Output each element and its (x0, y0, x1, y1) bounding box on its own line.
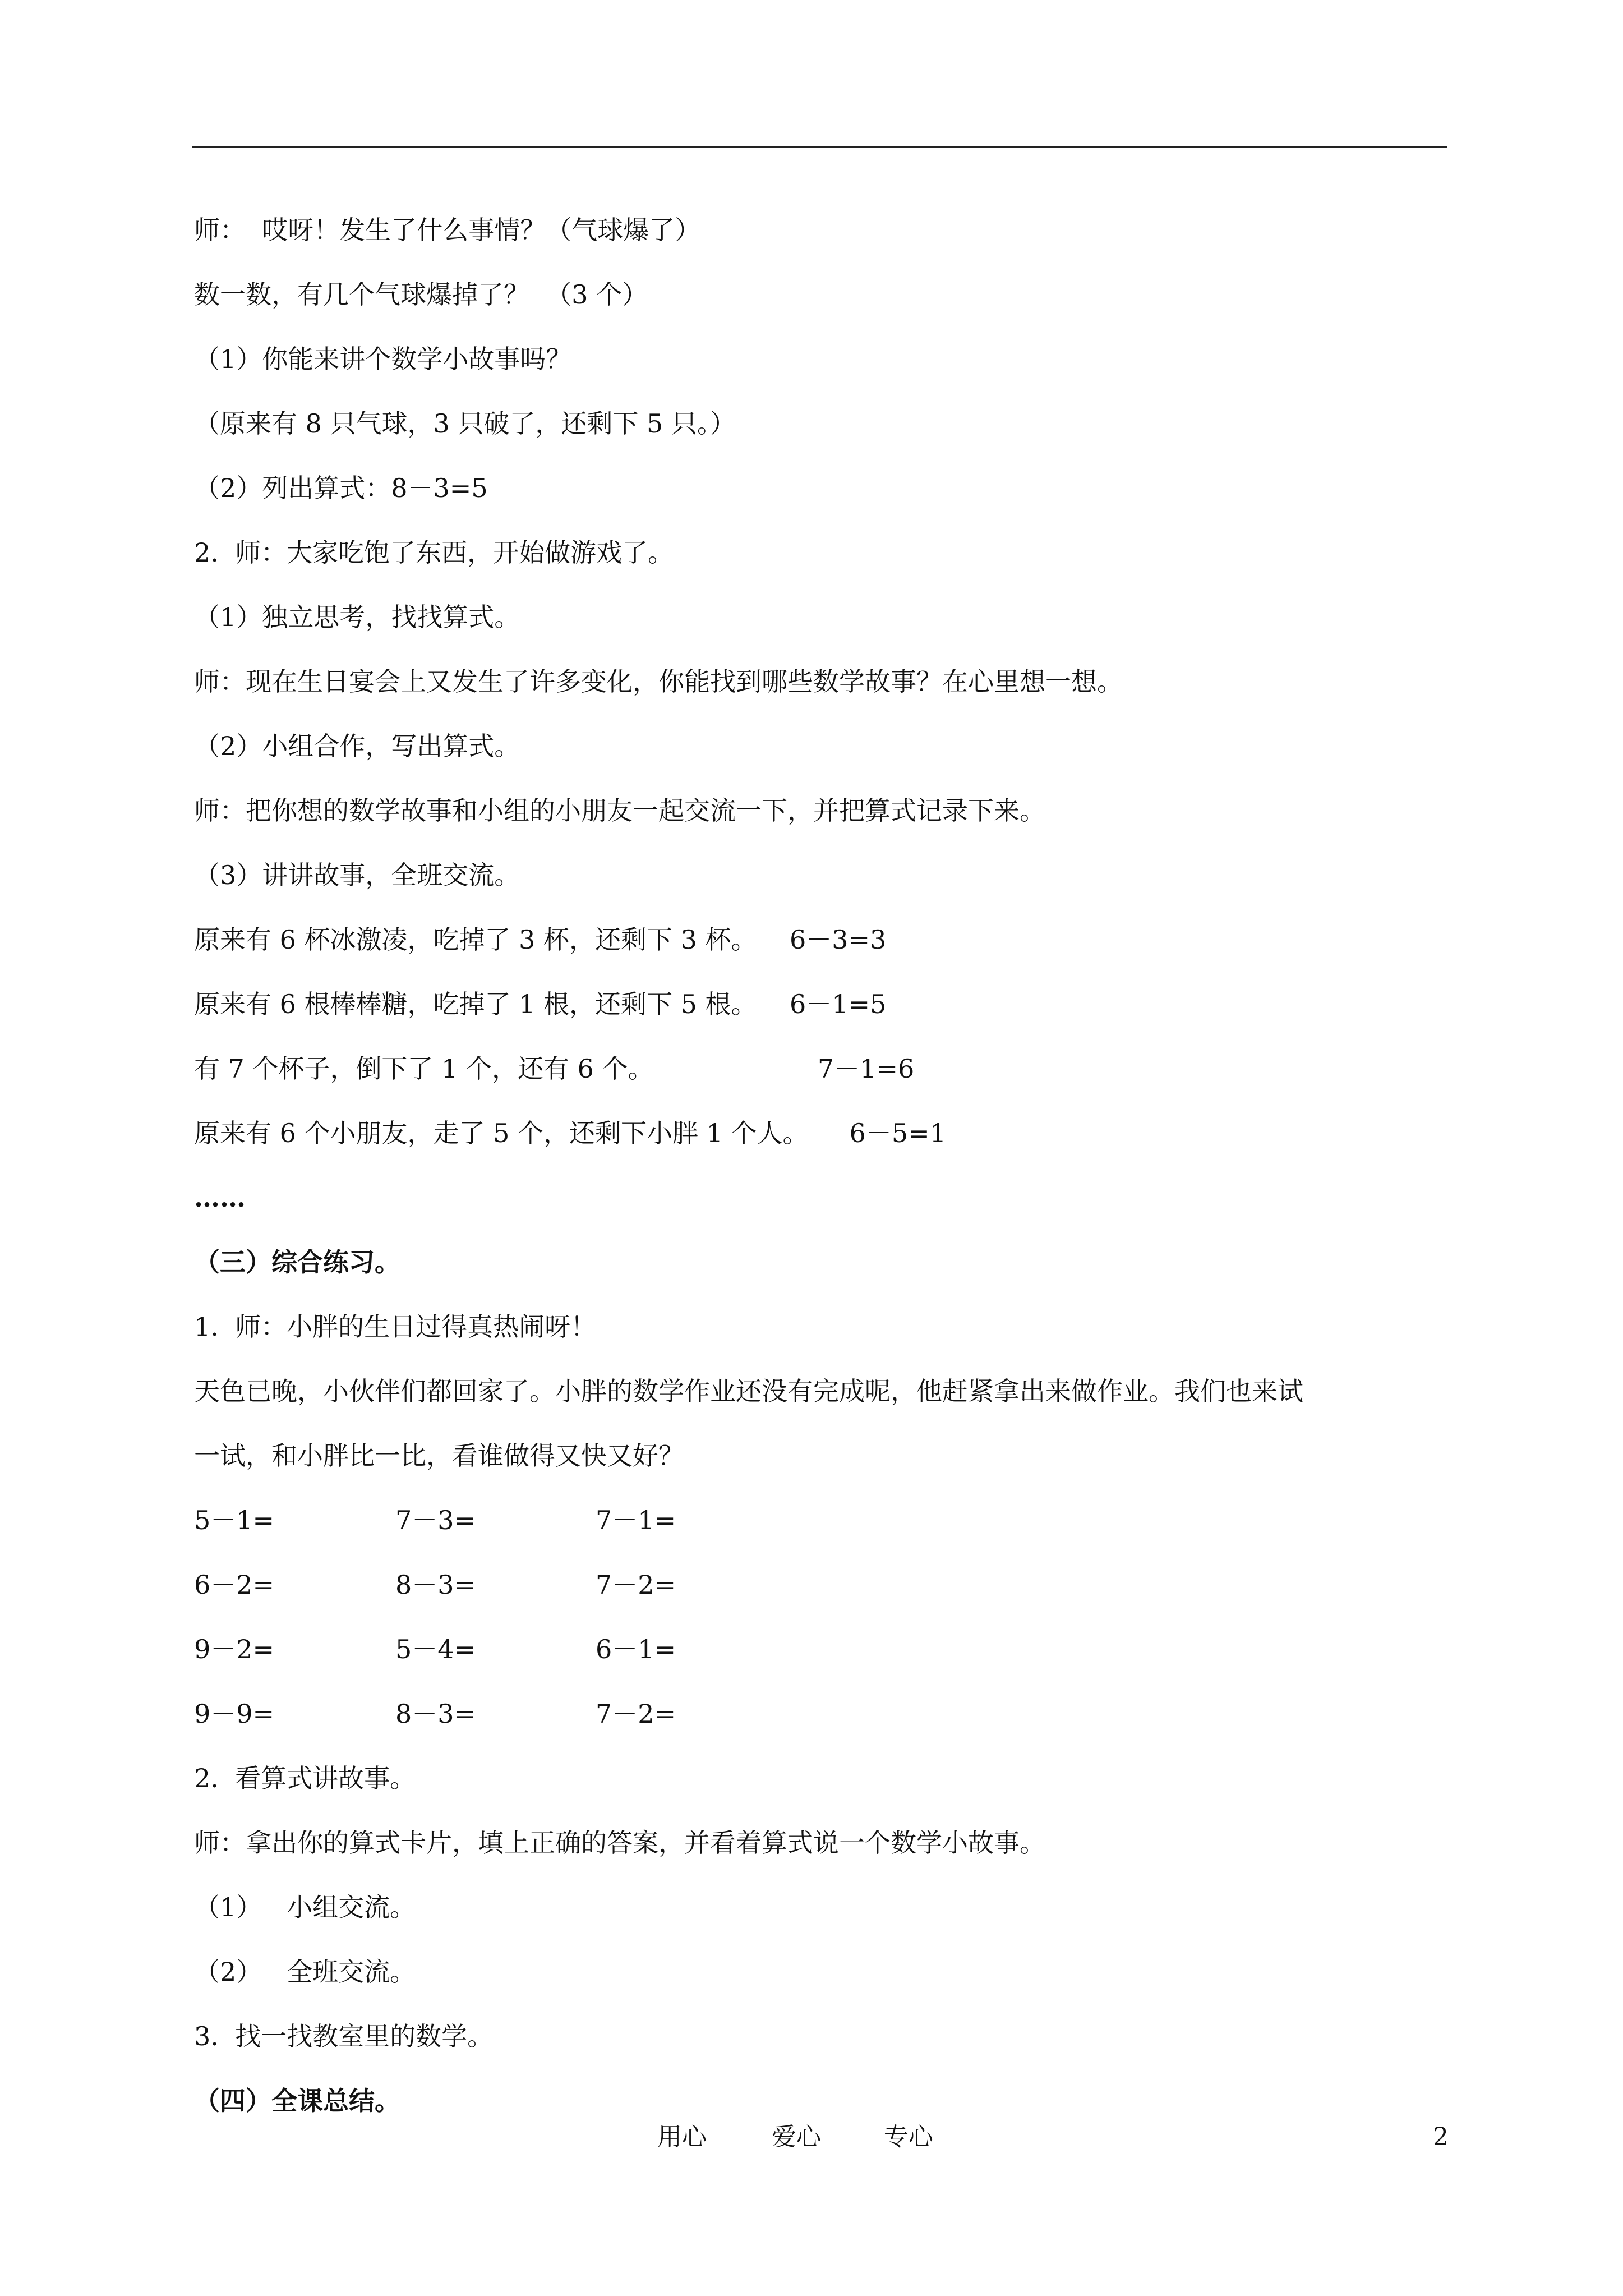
text-line: 原来有 6 根棒棒糖，吃掉了 1 根，还剩下 5 根。 6－1=5 (194, 989, 887, 1019)
text-line: 数一数，有几个气球爆掉了？ （3 个） (194, 279, 648, 310)
section-heading: （四）全课总结。 (194, 2086, 400, 2116)
exercise-item: 7－2= (596, 1570, 676, 1600)
text-line: （1）你能来讲个数学小故事吗？ (194, 344, 572, 374)
footer-motto-3: 专心 (884, 2123, 933, 2151)
text-line: （原来有 8 只气球，3 只破了，还剩下 5 只。） (194, 408, 736, 439)
page-number: 2 (1433, 2123, 1449, 2151)
footer-motto-2: 爱心 (772, 2123, 821, 2151)
text-line: 师：现在生日宴会上又发生了许多变化，你能找到哪些数学故事？在心里想一想。 (194, 666, 1123, 697)
text-line: 3. 找一找教室里的数学。 (194, 2021, 494, 2051)
exercise-item: 7－2= (596, 1699, 676, 1729)
text-line: 原来有 6 个小朋友，走了 5 个，还剩下小胖 1 个人。 6－5=1 (194, 1118, 946, 1148)
text-line: 有 7 个杯子，倒下了 1 个，还有 6 个。 7－1=6 (194, 1053, 915, 1084)
exercise-item: 5－1= (194, 1505, 275, 1535)
ellipsis: …… (194, 1182, 246, 1213)
text-line: （1）独立思考，找找算式。 (194, 602, 520, 632)
exercise-item: 7－3= (395, 1505, 476, 1535)
exercise-item: 8－3= (395, 1570, 476, 1600)
exercise-item: 9－9= (194, 1699, 275, 1729)
text-line: 1. 师：小胖的生日过得真热闹呀！ (194, 1312, 597, 1342)
text-line: 师： 哎呀！发生了什么事情？（气球爆了） (194, 215, 701, 245)
exercise-item: 5－4= (395, 1634, 476, 1664)
text-line: 2. 师：大家吃饱了东西，开始做游戏了。 (194, 537, 674, 568)
exercise-item: 8－3= (395, 1699, 476, 1729)
text-line: （1） 小组交流。 (194, 1892, 416, 1922)
section-heading: （三）综合练习。 (194, 1247, 400, 1277)
text-line: 天色已晚，小伙伴们都回家了。小胖的数学作业还没有完成呢，他赶紧拿出来做作业。我们也来试 (194, 1376, 1303, 1406)
text-line: 2. 看算式讲故事。 (194, 1763, 416, 1793)
text-line: 师：拿出你的算式卡片，填上正确的答案，并看着算式说一个数学小故事。 (194, 1828, 1045, 1858)
exercise-item: 7－1= (596, 1505, 676, 1535)
text-line: 一试，和小胖比一比，看谁做得又快又好？ (194, 1441, 684, 1471)
header-rule (192, 146, 1447, 148)
text-line: （2）小组合作，写出算式。 (194, 731, 520, 761)
text-line: 原来有 6 杯冰激凌，吃掉了 3 杯，还剩下 3 杯。 6－3=3 (194, 924, 887, 955)
text-line: （2） 全班交流。 (194, 1957, 416, 1987)
exercise-item: 6－1= (596, 1634, 676, 1664)
text-line: 师：把你想的数学故事和小组的小朋友一起交流一下，并把算式记录下来。 (194, 795, 1045, 826)
exercise-item: 6－2= (194, 1570, 275, 1600)
footer-motto-1: 用心 (657, 2123, 707, 2151)
text-line: （3）讲讲故事，全班交流。 (194, 860, 520, 890)
text-line: （2）列出算式：8－3=5 (194, 473, 488, 503)
exercise-item: 9－2= (194, 1634, 275, 1664)
